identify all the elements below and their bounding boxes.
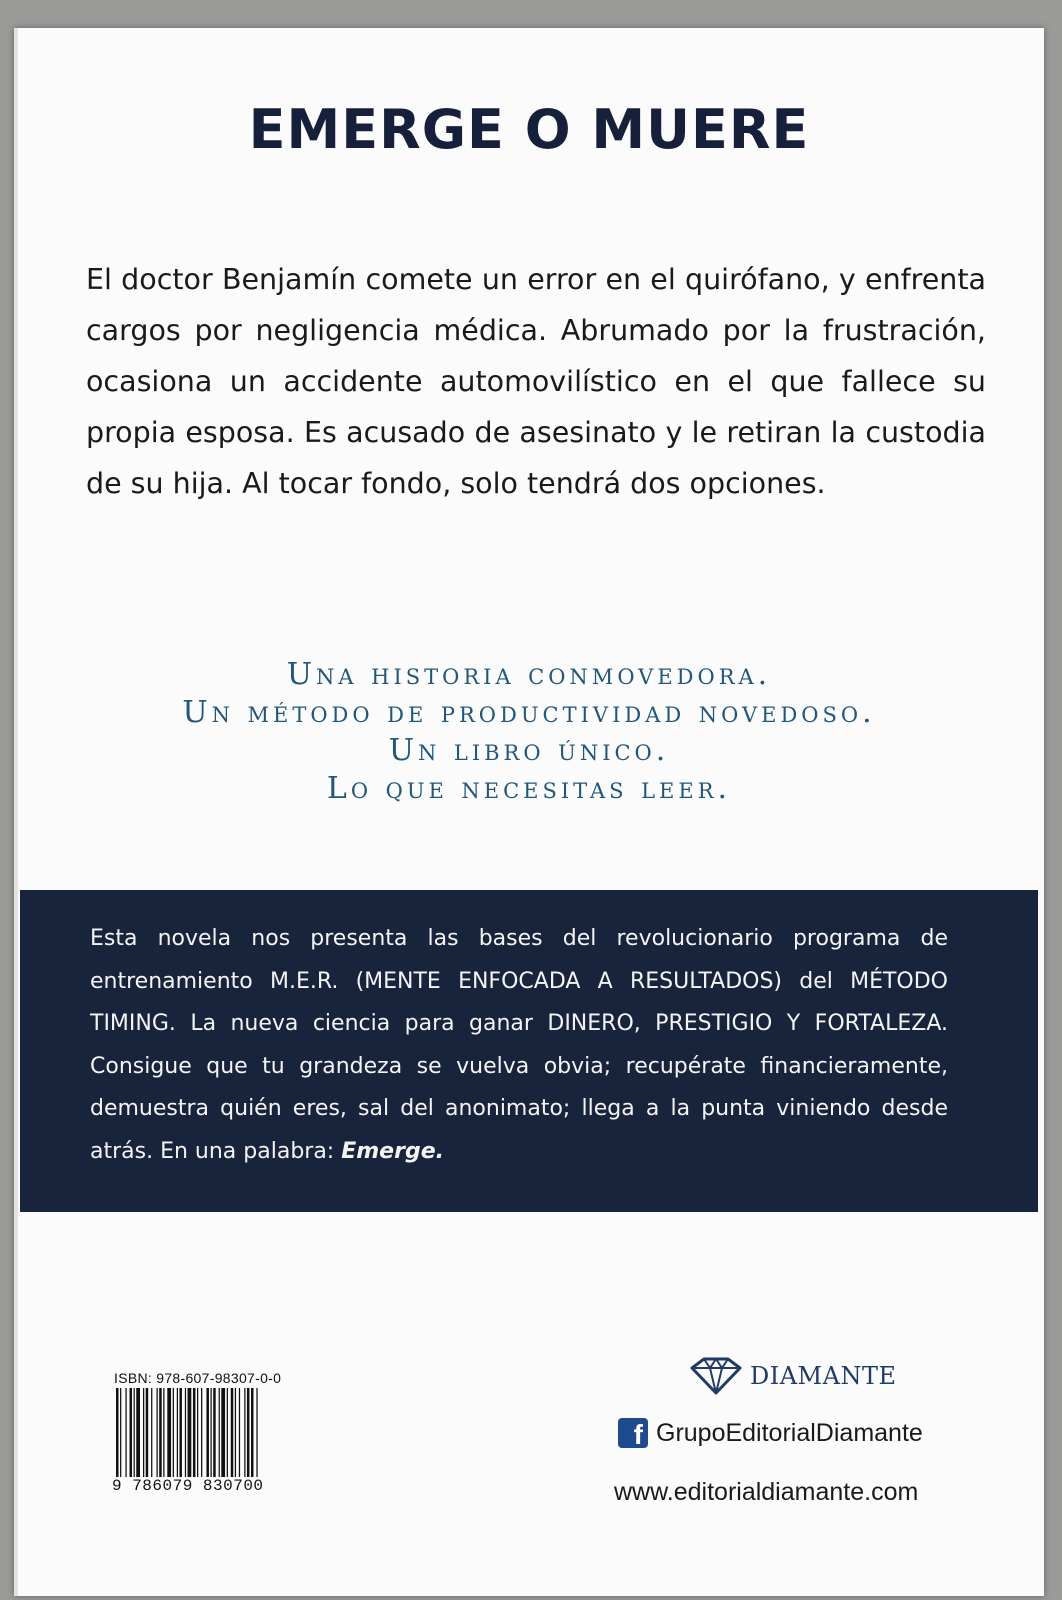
synopsis-paragraph: El doctor Benjamín comete un error en el quirófano, y enfrenta cargos por negligencia médica. Abrumado por la frustración, ocasiona un accidente automovilístico en el que fallece su propia esposa. Es acusado de asesinato y le retiran la custodia de su hija. Al tocar fondo, solo tendrá dos opciones. [86, 263, 986, 500]
barcode [116, 1388, 300, 1484]
tagline: Un libro único. [388, 733, 670, 768]
band-text-main: Esta novela nos presenta las bases del revolucionario programa de entrenamiento M.E.R. (MENTE ENFOCADA A RESULTADOS) del MÉTODO TIMING. La nueva ciencia para ganar DINERO, PRESTIGIO Y FORTALEZA. Consigue que tu grandeza se vuelva obvia; recupérate financieramente, demuestra quién eres, sal del anonimato; llega a la punta viniendo desde atrás. En una palabra: [90, 926, 948, 1164]
isbn-label: ISBN: 978-607-98307-0-0 [114, 1370, 282, 1386]
description-band [20, 890, 1038, 1212]
book-title: EMERGE O MUERE [248, 98, 810, 161]
tagline-block [14, 656, 1044, 808]
publisher-website[interactable]: www.editorialdiamante.com [614, 1478, 919, 1506]
band-description [90, 918, 948, 1173]
facebook-link[interactable] [618, 1418, 923, 1448]
barcode-digits: 9 786079 830700 [112, 1477, 264, 1495]
facebook-icon: f [618, 1418, 648, 1448]
publisher-logo [688, 1354, 897, 1398]
diamond-icon [688, 1356, 744, 1396]
facebook-handle: GrupoEditorialDiamante [656, 1418, 923, 1447]
cover-edge [14, 28, 18, 1596]
publisher-name: DIAMANTE [750, 1362, 897, 1390]
tagline: Un método de productividad novedoso. [182, 695, 876, 730]
book-back-cover [14, 28, 1044, 1596]
tagline: Lo que necesitas leer. [326, 771, 732, 806]
band-text-emphasis: Emerge. [341, 1138, 444, 1164]
tagline: Una historia conmovedora. [286, 657, 772, 692]
